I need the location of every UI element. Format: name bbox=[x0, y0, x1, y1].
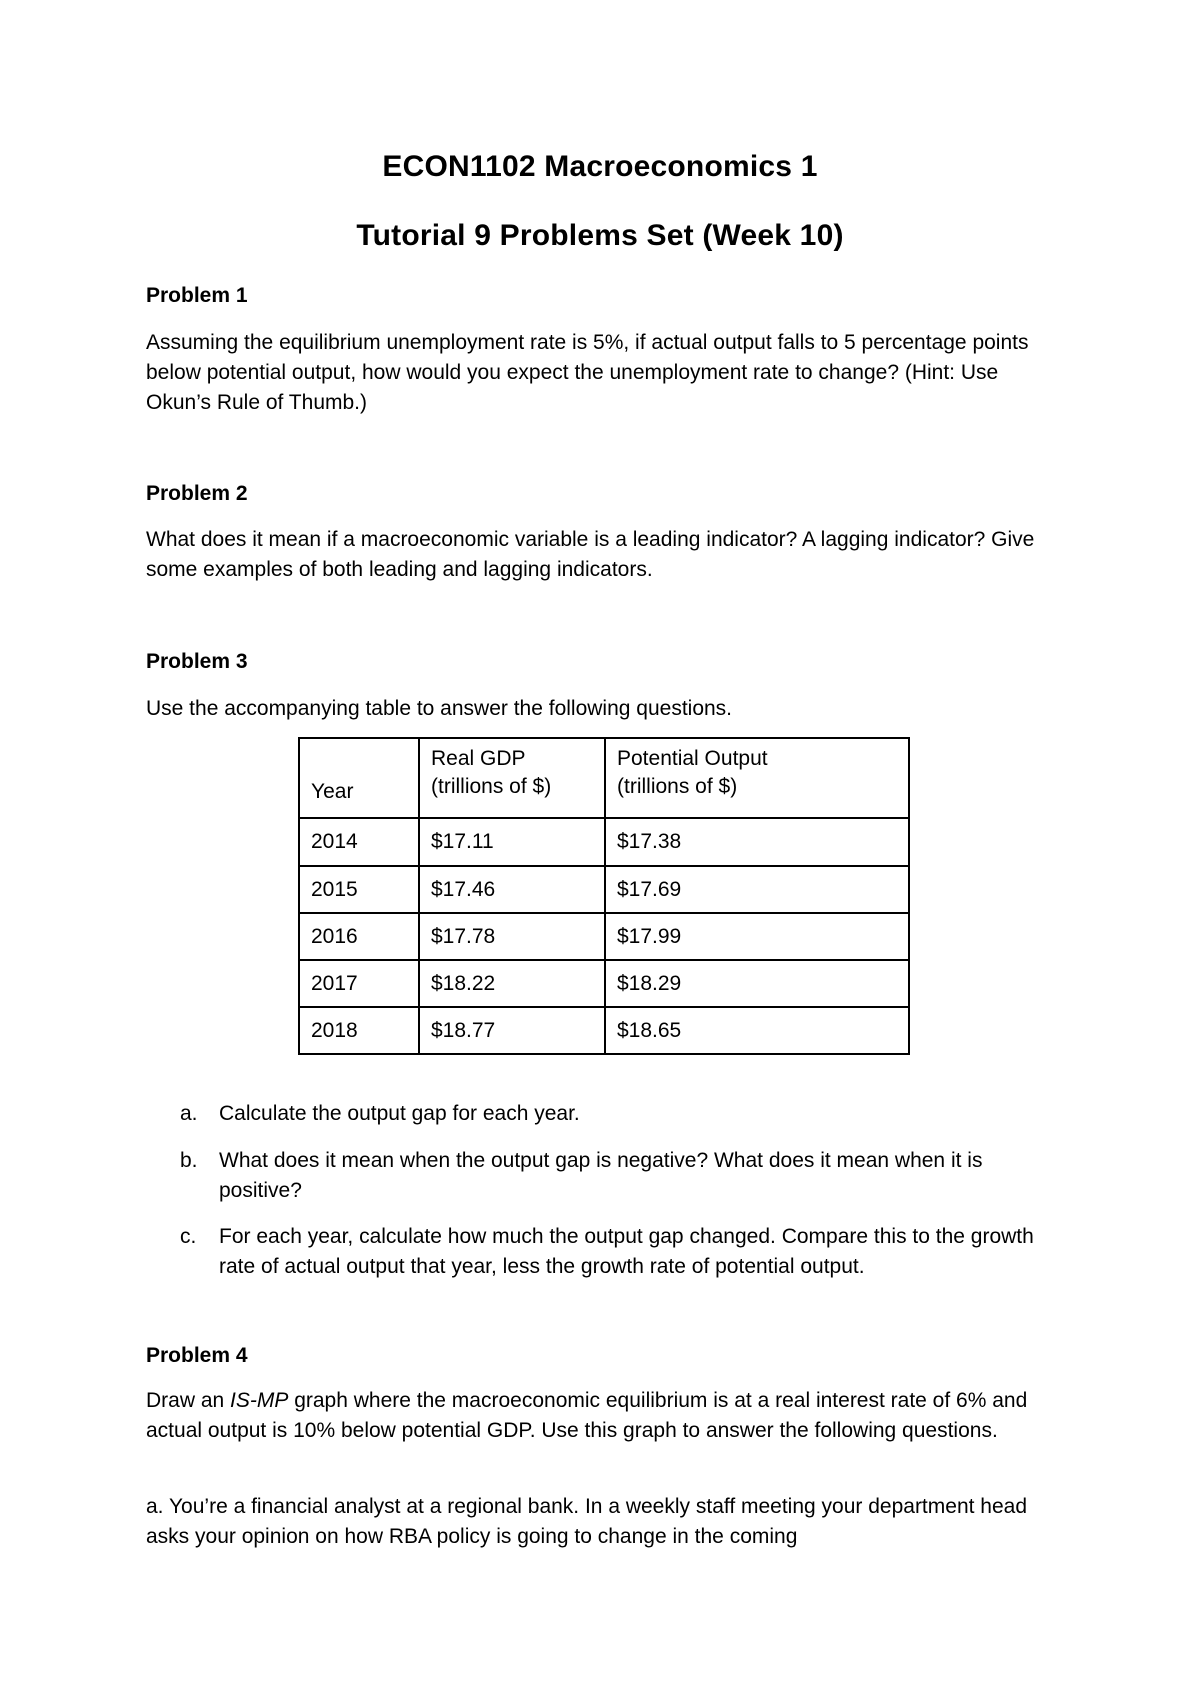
table-row bbox=[299, 1007, 909, 1054]
cell-real-gdp: $17.46 bbox=[419, 866, 605, 913]
cell-year: 2014 bbox=[299, 818, 419, 866]
cell-potential: $18.65 bbox=[605, 1007, 909, 1054]
problem-4-text-start: Draw an bbox=[146, 1389, 231, 1412]
cell-year: 2018 bbox=[299, 1007, 419, 1054]
header-potential-line2: (trillions of $) bbox=[617, 775, 738, 798]
is-mp-term: IS-MP bbox=[230, 1389, 289, 1412]
cell-real-gdp: $17.78 bbox=[419, 913, 605, 960]
table-row bbox=[299, 818, 909, 866]
cell-potential: $17.69 bbox=[605, 866, 909, 913]
item-text: For each year, calculate how much the output gap changed. Compare this to the growth rate of actual output that year, less the growth rate of potential output. bbox=[219, 1225, 1034, 1278]
item-text: What does it mean when the output gap is negative? What does it mean when it is positive? bbox=[219, 1149, 983, 1202]
problem-2-heading: Problem 2 bbox=[146, 482, 248, 505]
gdp-table bbox=[298, 737, 910, 1055]
problem-1-text: Assuming the equilibrium unemployment rate is 5%, if actual output falls to 5 percentage points below potential output, how would you expect the unemployment rate to change? (Hint: Use Okun’s Rule of Thumb.) bbox=[146, 331, 1029, 414]
table-row bbox=[299, 960, 909, 1007]
tutorial-title: Tutorial 9 Problems Set (Week 10) bbox=[356, 219, 844, 252]
header-year: Year bbox=[299, 738, 419, 818]
problem-2-text: What does it mean if a macroeconomic variable is a leading indicator? A lagging indicator? Give some examples of both leading and lagging indicators. bbox=[146, 528, 1035, 581]
header-real-gdp-line1: Real GDP bbox=[431, 747, 526, 770]
header-real-gdp-line2: (trillions of $) bbox=[431, 775, 552, 798]
cell-potential: $17.38 bbox=[605, 818, 909, 866]
cell-real-gdp: $18.22 bbox=[419, 960, 605, 1007]
problem-1-heading: Problem 1 bbox=[146, 284, 248, 307]
problem-3-item-c bbox=[180, 1222, 1066, 1282]
cell-real-gdp: $18.77 bbox=[419, 1007, 605, 1054]
problem-4-text-end: graph where the macroeconomic equilibrium is at a real interest rate of 6% and actual output is 10% below potential GDP. Use this graph to answer the following questions. bbox=[146, 1389, 1028, 1442]
cell-potential: $17.99 bbox=[605, 913, 909, 960]
cell-real-gdp: $17.11 bbox=[419, 818, 605, 866]
problem-4-text bbox=[146, 1386, 1066, 1446]
problem-3-intro: Use the accompanying table to answer the following questions. bbox=[146, 697, 733, 720]
item-text: Calculate the output gap for each year. bbox=[219, 1102, 580, 1125]
problem-3-item-a bbox=[180, 1099, 1066, 1129]
header-potential-output bbox=[605, 738, 909, 818]
cell-year: 2016 bbox=[299, 913, 419, 960]
problem-4-heading: Problem 4 bbox=[146, 1344, 248, 1367]
header-potential-line1: Potential Output bbox=[617, 747, 768, 770]
problem-4-item-a: a. You’re a financial analyst at a regional bank. In a weekly staff meeting your department head asks your opinion on how RBA policy is going to change in the coming bbox=[146, 1495, 1028, 1548]
problem-3-heading: Problem 3 bbox=[146, 650, 248, 673]
item-marker: c. bbox=[180, 1225, 197, 1248]
problem-3-item-b bbox=[180, 1146, 1066, 1206]
table-row bbox=[299, 913, 909, 960]
cell-potential: $18.29 bbox=[605, 960, 909, 1007]
header-real-gdp bbox=[419, 738, 605, 818]
table-row bbox=[299, 866, 909, 913]
cell-year: 2017 bbox=[299, 960, 419, 1007]
item-marker: b. bbox=[180, 1149, 198, 1172]
course-title: ECON1102 Macroeconomics 1 bbox=[382, 150, 818, 183]
cell-year: 2015 bbox=[299, 866, 419, 913]
item-marker: a. bbox=[180, 1102, 198, 1125]
table-header-row bbox=[299, 738, 909, 818]
